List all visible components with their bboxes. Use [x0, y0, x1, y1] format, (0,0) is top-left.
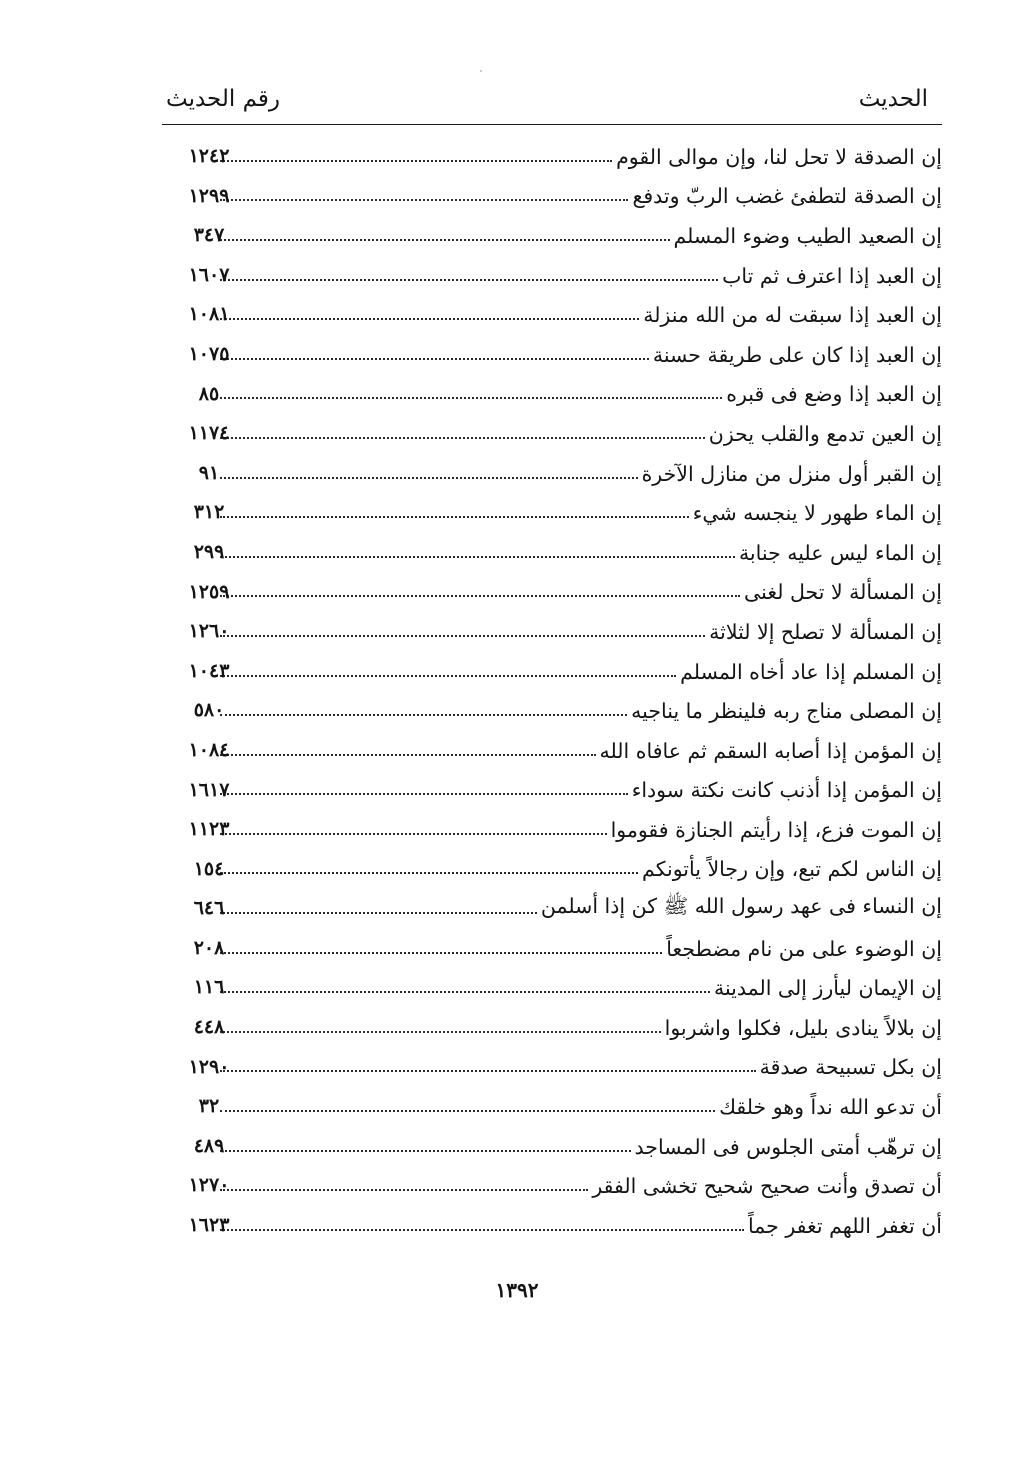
index-entry	[170, 1087, 942, 1127]
hadith-index-list	[170, 137, 942, 1246]
page-number: ١٣٩٢	[495, 1278, 539, 1302]
index-entry	[170, 810, 942, 850]
dot-leader	[220, 358, 649, 360]
dot-leader	[220, 1229, 744, 1231]
index-entry	[170, 1127, 942, 1167]
hadith-text: إن المسألة لا تصلح إلا لثلاثة	[709, 619, 942, 644]
hadith-text: إن العين تدمع والقلب يحزن	[708, 421, 942, 446]
dot-leader	[220, 991, 710, 993]
dot-leader	[220, 635, 705, 637]
hadith-text: أن تغفر اللهم تغفر جماً	[748, 1213, 942, 1238]
hadith-number: ١٥٤	[193, 857, 225, 880]
dot-leader	[220, 279, 718, 281]
hadith-number: ٦٤٦	[193, 897, 225, 920]
hadith-number: ٣١٢	[193, 501, 225, 524]
dot-leader	[220, 833, 607, 835]
hadith-text: إن العبد إذا كان على طريقة حسنة	[652, 342, 942, 367]
index-entry	[170, 1166, 942, 1206]
dot-leader	[220, 199, 628, 201]
hadith-text: إن المؤمن إذا أذنب كانت نكتة سوداء	[631, 778, 942, 803]
dot-leader	[220, 1070, 756, 1072]
hadith-number: ١٠٧٥	[188, 342, 230, 365]
hadith-number: ١٢٧٠	[188, 1174, 230, 1197]
hadith-text: إن العبد إذا سبقت له من الله منزلة	[643, 303, 942, 328]
hadith-number: ١٦٠٧	[188, 263, 230, 286]
index-entry	[170, 691, 942, 731]
index-entry	[170, 493, 942, 533]
index-entry	[170, 968, 942, 1008]
hadith-number: ٤٤٨	[193, 1016, 225, 1039]
index-entry	[170, 256, 942, 296]
dot-leader	[220, 1031, 661, 1033]
dot-leader	[220, 516, 689, 518]
dot-leader	[220, 1189, 588, 1191]
dot-leader	[220, 556, 735, 558]
column-title-hadith-number: رقم الحديث	[166, 86, 281, 112]
hadith-number: ٤٨٩	[193, 1134, 225, 1157]
hadith-text: إن المصلى مناج ربه فلينظر ما يناجيه	[631, 699, 942, 724]
index-entry	[170, 771, 942, 811]
hadith-text: إن الوضوء على من نام مضطجعاً	[666, 936, 942, 961]
index-entry	[170, 850, 942, 890]
hadith-text: إن الناس لكم تبع، وإن رجالاً يأتونكم	[642, 857, 942, 882]
index-entry	[170, 177, 942, 217]
hadith-text: أن تصدق وأنت صحيح شحيح تخشى الفقر	[592, 1174, 942, 1199]
hadith-text: إن الماء ليس عليه جنابة	[738, 540, 942, 565]
dot-leader	[220, 912, 537, 914]
header-divider	[162, 124, 942, 125]
index-entry	[170, 1206, 942, 1246]
hadith-number: ٢٩٩	[193, 540, 225, 563]
hadith-number: ٣٢	[198, 1095, 220, 1118]
hadith-text: إن بلالاً ينادى بليل، فكلوا واشربوا	[664, 1015, 942, 1040]
index-entry	[170, 375, 942, 415]
page-header	[162, 82, 940, 122]
index-entry	[170, 295, 942, 335]
hadith-text: إن الإيمان ليأرز إلى المدينة	[713, 976, 942, 1001]
dot-leader	[220, 793, 628, 795]
dot-leader	[220, 675, 676, 677]
index-entry	[170, 137, 942, 177]
hadith-number: ١٢٤٢	[188, 145, 230, 167]
hadith-number: ٢٠٨	[193, 936, 225, 959]
dot-leader	[220, 239, 670, 241]
hadith-number: ١١٢٣	[188, 818, 230, 841]
hadith-text: إن العبد إذا وضع فى قبره	[726, 382, 942, 407]
hadith-text: إن ترهّب أمتى الجلوس فى المساجد	[634, 1134, 942, 1159]
hadith-text: إن بكل تسبيحة صدقة	[759, 1055, 942, 1080]
dot-leader	[220, 595, 740, 597]
hadith-number: ١٢٩٠	[188, 1055, 230, 1078]
index-entry	[170, 533, 942, 573]
index-entry	[170, 652, 942, 692]
hadith-number: ١١٦	[193, 976, 225, 999]
hadith-number: ١٠٨٤	[188, 738, 230, 761]
index-entry	[170, 573, 942, 613]
index-entry	[170, 889, 942, 929]
index-entry	[170, 731, 942, 771]
index-entry	[170, 414, 942, 454]
hadith-number: ٥٨٠	[193, 699, 225, 722]
hadith-text: إن النساء فى عهد رسول الله ﷺ كن إذا أسلمن	[540, 894, 942, 919]
dot-leader	[220, 1150, 631, 1152]
hadith-text: إن العبد إذا اعترف ثم تاب	[722, 263, 942, 288]
index-entry	[170, 1008, 942, 1048]
dot-leader	[220, 872, 638, 874]
hadith-text: إن الصعيد الطيب وضوء المسلم	[673, 223, 942, 248]
dot-leader	[220, 952, 662, 954]
hadith-number: ١٦٢٣	[188, 1214, 230, 1237]
index-entry	[170, 454, 942, 494]
dot-leader	[220, 318, 639, 320]
hadith-text: أن تدعو الله نداً وهو خلقك	[719, 1095, 942, 1120]
scan-speck	[480, 70, 482, 72]
hadith-text: إن الماء طهور لا ينجسه شيء	[692, 501, 942, 526]
hadith-text: إن المؤمن إذا أصابه السقم ثم عافاه الله	[599, 738, 942, 763]
dot-leader	[220, 437, 705, 439]
index-entry	[170, 335, 942, 375]
dot-leader	[220, 714, 627, 716]
hadith-text: إن الصدقة لتطفئ غضب الربّ وتدفع	[632, 184, 942, 209]
hadith-number: ٣٤٧	[193, 224, 225, 247]
hadith-number: ٩١	[198, 461, 220, 484]
dot-leader	[220, 754, 596, 756]
hadith-number: ١٢٥٩	[188, 580, 230, 603]
hadith-number: ١٠٤٣	[188, 659, 230, 682]
dot-leader	[220, 477, 638, 479]
dot-leader	[220, 160, 612, 162]
dot-leader	[220, 397, 722, 399]
dot-leader	[220, 1110, 715, 1112]
hadith-text: إن المسألة لا تحل لغنى	[744, 580, 942, 605]
hadith-text: إن المسلم إذا عاد أخاه المسلم	[680, 659, 942, 684]
hadith-text: إن الصدقة لا تحل لنا، وإن موالى القوم	[616, 144, 942, 169]
hadith-number: ١٢٦٠	[188, 620, 230, 643]
hadith-text: إن الموت فزع، إذا رأيتم الجنازة فقوموا	[610, 817, 942, 842]
column-title-hadith: الحديث	[858, 86, 928, 112]
index-entry	[170, 612, 942, 652]
hadith-number: ١٦١٧	[188, 778, 230, 801]
hadith-text: إن القبر أول منزل من منازل الآخرة	[641, 461, 942, 486]
index-entry	[170, 1048, 942, 1088]
hadith-number: ١٠٨١	[188, 303, 230, 326]
index-entry	[170, 216, 942, 256]
hadith-number: ١٢٩٩	[188, 184, 230, 207]
hadith-number: ١١٧٤	[188, 422, 230, 445]
hadith-number: ٨٥	[198, 382, 220, 405]
index-entry	[170, 929, 942, 969]
